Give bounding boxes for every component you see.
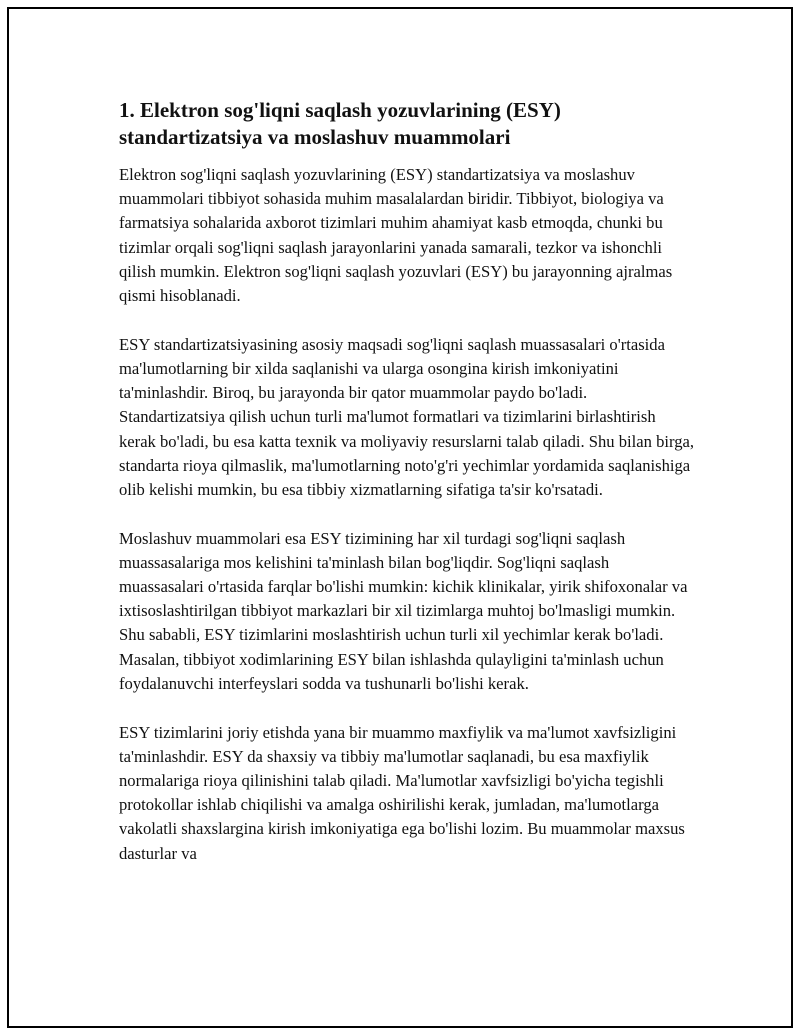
paragraph-2: ESY standartizatsiyasining asosiy maqsadi sog'liqni saqlash muassasalari o'rtasida ma'lumotlarning bir xilda saqlanishi va ularga osongina kirish imkoniyatini ta'minlashdir. Biroq, bu jarayonda bir qator muammolar paydo bo'ladi. Standartizatsiya qilish uchun turli ma'lumot formatlari va tizimlarini birlashtirish kerak bo'ladi, bu esa katta texnik va moliyaviy resurslarni talab qiladi. Shu bilan birga, standarta rioya qilmaslik, ma'lumotlarning noto'g'ri yechimlar yordamida saqlanishiga olib kelishi mumkin, bu esa tibbiy xizmatlarning sifatiga ta'sir ko'rsatadi. [119, 334, 695, 499]
document-content [119, 97, 695, 890]
section-heading [119, 97, 695, 151]
paragraph-4: ESY tizimlarini joriy etishda yana bir muammo maxfiylik va ma'lumot xavfsizligini ta'minlashdir. ESY da shaxsiy va tibbiy ma'lumotlar saqlanadi, bu esa maxfiylik normalariga rioya qilinishini talab qiladi. Ma'lumotlar xavfsizligi bo'yicha tegishli protokollar ishlab chiqilishi va amalga oshirilishi kerak, jumladan, ma'lumotlarga vakolatli shaxslargina kirish imkoniyatiga ega bo'lishi lozim. Bu muammolar maxsus dasturlar va [119, 722, 685, 863]
heading-line-1: 1. Elektron sog'liqni saqlash yozuvlarining (ESY) [119, 98, 561, 122]
document-page [7, 7, 793, 1028]
heading-line-2: standartizatsiya va moslashuv muammolari [119, 125, 511, 149]
paragraph-1: Elektron sog'liqni saqlash yozuvlarining (ESY) standartizatsiya va moslashuv muammolari tibbiyot sohasida muhim masalalardan biridir. Tibbiyot, biologiya va farmatsiya sohalarida axborot tizimlari muhim ahamiyat kasb etmoqda, chunki bu tizimlar orqali sog'liqni saqlash jarayonlarini yanada samarali, tezkor va ishonchli qilish mumkin. Elektron sog'liqni saqlash yozuvlari (ESY) bu jarayonning ajralmas qismi hisoblanadi. [119, 165, 673, 306]
paragraph-3: Moslashuv muammolari esa ESY tizimining har xil turdagi sog'liqni saqlash muassasalariga mos kelishini ta'minlash bilan bog'liqdir. Sog'liqni saqlash muassasalari o'rtasida farqlar bo'lishi mumkin: kichik klinikalar, yirik shifoxonalar va ixtisoslashtirilgan tibbiyot markazlari bir xil tizimlarga muhtoj bo'lmasligi mumkin. Shu sababli, ESY tizimlarini moslashtirish uchun turli xil yechimlar kerak bo'ladi. Masalan, tibbiyot xodimlarining ESY bilan ishlashda qulayligini ta'minlash uchun foydalanuvchi interfeyslari sodda va tushunarli bo'lishi kerak. [119, 528, 688, 693]
